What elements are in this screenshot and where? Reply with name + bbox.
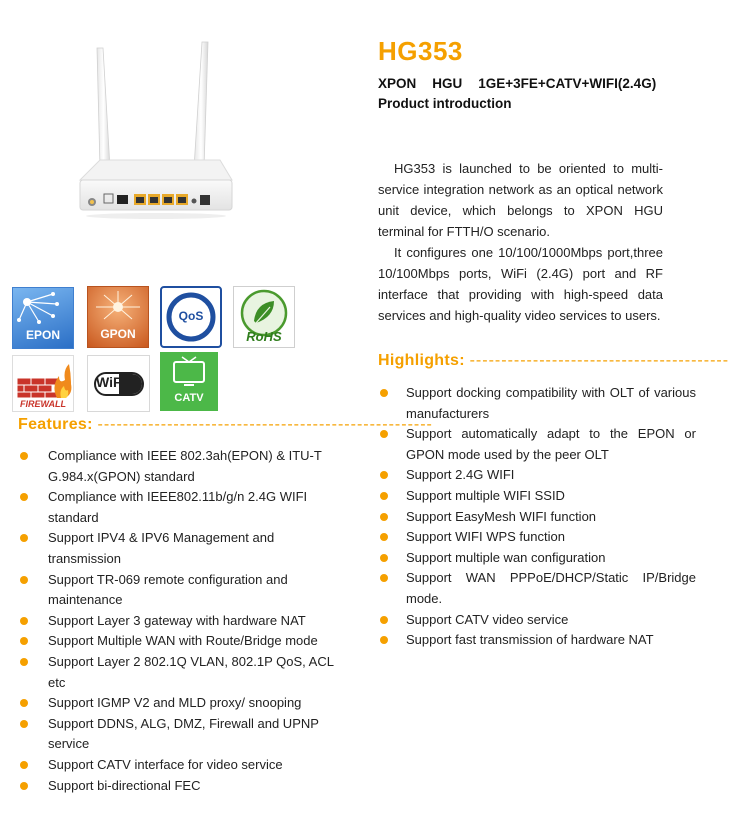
subtitle-part-xpon: XPON bbox=[378, 76, 417, 91]
list-item: Support multiple WIFI SSID bbox=[378, 486, 696, 507]
highlights-divider: ----------------------------------------- bbox=[469, 352, 729, 369]
list-item: Support automatically adapt to the EPON or GPON mode used by the peer OLT bbox=[378, 424, 696, 465]
intro-paragraph-1: HG353 is launched to be oriented to multi-service integration network as an optical network unit device, which belongs to XPON HGU terminal for FTTH/O scenario. bbox=[378, 161, 663, 239]
list-item: Support TR-069 remote configuration and maintenance bbox=[18, 570, 338, 611]
gpon-icon bbox=[87, 286, 149, 348]
features-title: Features: bbox=[18, 416, 93, 433]
product-model-title: HG353 bbox=[378, 36, 463, 66]
highlights-heading bbox=[378, 352, 729, 370]
list-item: Support Layer 2 802.1Q VLAN, 802.1P QoS, ACL etc bbox=[18, 652, 338, 693]
firewall-icon bbox=[12, 355, 74, 412]
list-item: Support EasyMesh WIFI function bbox=[378, 507, 696, 528]
list-item: Support Multiple WAN with Route/Bridge mode bbox=[18, 631, 338, 652]
features-divider: ----------------------------------------------------- bbox=[97, 416, 433, 433]
rohs-icon bbox=[233, 286, 295, 348]
product-subtitle bbox=[378, 74, 656, 114]
subtitle-part-hgu: HGU bbox=[432, 76, 463, 91]
list-item: Support fast transmission of hardware NAT bbox=[378, 630, 696, 651]
list-item: Support IPV4 & IPV6 Management and transmission bbox=[18, 528, 338, 569]
list-item: Support CATV video service bbox=[378, 610, 696, 631]
list-item: Support bi-directional FEC bbox=[18, 776, 338, 797]
list-item: Support multiple wan configuration bbox=[378, 548, 696, 569]
epon-icon bbox=[12, 287, 74, 349]
list-item: Support CATV interface for video service bbox=[18, 755, 338, 776]
qos-label: QoS bbox=[178, 309, 204, 323]
epon-label: EPON bbox=[25, 328, 60, 342]
features-heading bbox=[18, 416, 433, 434]
subtitle-product-introduction: Product introduction bbox=[378, 96, 512, 111]
list-item: Support WAN PPPoE/DHCP/Static IP/Bridge mode. bbox=[378, 568, 696, 609]
rohs-label: RoHS bbox=[246, 329, 282, 344]
router-product-image bbox=[70, 40, 240, 230]
list-item: Support docking compatibility with OLT of various manufacturers bbox=[378, 383, 696, 424]
list-item: Support Layer 3 gateway with hardware NAT bbox=[18, 611, 338, 632]
list-item: Support WIFI WPS function bbox=[378, 527, 696, 548]
intro-paragraph-2: It configures one 10/100/1000Mbps port,three 10/100Mbps ports, WiFi (2.4G) port and RF interface that providing with high-speed data services and high-quality video services to users. bbox=[378, 245, 663, 323]
catv-label: CATV bbox=[174, 392, 204, 404]
subtitle-part-ports: 1GE+3FE+CATV+WIFI(2.4G) bbox=[478, 76, 657, 91]
wifi-icon bbox=[87, 355, 150, 412]
firewall-label: FIREWALL bbox=[20, 399, 66, 409]
list-item: Support IGMP V2 and MLD proxy/ snooping bbox=[18, 693, 338, 714]
list-item: Compliance with IEEE802.11b/g/n 2.4G WIFI standard bbox=[18, 487, 338, 528]
wifi-label: WiFi bbox=[96, 374, 126, 390]
highlights-title: Highlights: bbox=[378, 352, 465, 369]
gpon-label: GPON bbox=[100, 327, 136, 341]
qos-icon bbox=[160, 286, 222, 348]
list-item: Support 2.4G WIFI bbox=[378, 465, 696, 486]
features-list bbox=[18, 446, 338, 796]
catv-icon bbox=[160, 352, 218, 411]
list-item: Support DDNS, ALG, DMZ, Firewall and UPNP service bbox=[18, 714, 338, 755]
intro-text bbox=[378, 158, 663, 326]
list-item: Compliance with IEEE 802.3ah(EPON) & ITU-T G.984.x(GPON) standard bbox=[18, 446, 338, 487]
